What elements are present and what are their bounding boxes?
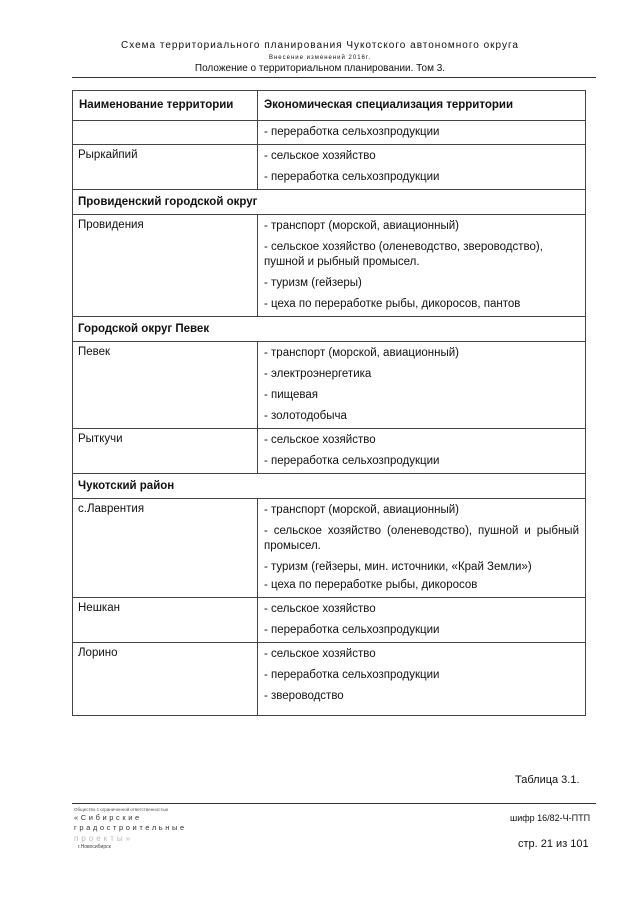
activity-item: - транспорт (морской, авиационный) — [264, 504, 460, 516]
table-row — [73, 145, 586, 190]
logo-line-2: градостроительные — [74, 823, 187, 832]
table-row — [73, 342, 586, 429]
territory-cell: Лорино — [73, 643, 258, 716]
activity-item: - сельское хозяйство (оленеводство, звероводство), пушной и рыбный промысел. — [264, 241, 543, 268]
table-row — [73, 643, 586, 716]
specialization-cell — [258, 342, 586, 429]
activity-item: - переработка сельхозпродукции — [264, 624, 440, 636]
table-row — [73, 598, 586, 643]
activity-item: - переработка сельхозпродукции — [264, 171, 440, 183]
activity-item: - сельское хозяйство — [264, 603, 376, 615]
activity-item: - сельское хозяйство — [264, 648, 376, 660]
specialization-cell — [258, 643, 586, 716]
logo-line-3: проекты» — [74, 834, 134, 843]
activity-item: - звероводство — [264, 690, 344, 702]
document-header-volume: Положение о территориальном планировании. Том 3. — [194, 63, 446, 74]
territory-cell — [73, 121, 258, 145]
activity-item: - золотодобыча — [264, 410, 347, 422]
specialization-table — [72, 90, 586, 716]
specialization-cell — [258, 121, 586, 145]
specialization-cell — [258, 499, 586, 598]
specialization-cell — [258, 429, 586, 474]
section-title: Чукотский район — [73, 474, 586, 499]
specialization-cell — [258, 145, 586, 190]
section-row — [73, 317, 586, 342]
document-header-title: Схема территориального планирования Чукотского автономного округа — [120, 40, 519, 51]
activity-item: - переработка сельхозпродукции — [264, 455, 440, 467]
footer-divider — [72, 803, 596, 804]
activity-item: - переработка сельхозпродукции — [264, 126, 440, 138]
section-title: Городской округ Певек — [73, 317, 586, 342]
activity-item: - сельское хозяйство — [264, 434, 376, 446]
column-header-territory: Наименование территории — [73, 91, 258, 121]
table-row — [73, 499, 586, 598]
logo-city: г.Новосибирск — [78, 844, 111, 850]
activity-item: - транспорт (морской, авиационный) — [264, 347, 460, 359]
territory-cell: Певек — [73, 342, 258, 429]
table-header-row — [73, 91, 586, 121]
header-divider — [72, 77, 596, 78]
section-row — [73, 474, 586, 499]
territory-cell: Провидения — [73, 215, 258, 317]
territory-cell: Рыркайпий — [73, 145, 258, 190]
activity-item: - цеха по переработке рыбы, дикоросов — [264, 579, 478, 591]
territory-cell: с.Лаврентия — [73, 499, 258, 598]
table-row — [73, 215, 586, 317]
table-row — [73, 429, 586, 474]
activity-item: - переработка сельхозпродукции — [264, 669, 440, 681]
table-row — [73, 121, 586, 145]
document-header-revision: Внесение изменений 2016г. — [268, 55, 372, 61]
activity-item: - сельское хозяйство (оленеводство), пушной и рыбный промысел. — [264, 525, 579, 552]
specialization-cell — [258, 598, 586, 643]
territory-cell: Рыткучи — [73, 429, 258, 474]
logo-line-1: «Сибирские — [74, 813, 142, 822]
page-number: стр. 21 из 101 — [518, 838, 589, 850]
specialization-cell — [258, 215, 586, 317]
activity-item: - туризм (гейзеры, мин. источники, «Край Земли») — [264, 561, 532, 573]
table-caption: Таблица 3.1. — [515, 774, 580, 786]
activity-item: - цеха по переработке рыбы, дикоросов, пантов — [264, 298, 521, 310]
document-code: шифр 16/82-Ч-ПТП — [510, 813, 591, 823]
activity-item: - сельское хозяйство — [264, 150, 376, 162]
activity-item: - электроэнергетика — [264, 368, 372, 380]
territory-cell: Нешкан — [73, 598, 258, 643]
logo-org-type: Общество с ограниченной ответственностью — [74, 807, 169, 812]
column-header-specialization: Экономическая специализация территории — [258, 91, 586, 121]
activity-item: - транспорт (морской, авиационный) — [264, 220, 460, 232]
activity-item: - пищевая — [264, 389, 319, 401]
company-logo — [74, 807, 194, 853]
section-title: Провиденский городской округ — [73, 190, 586, 215]
activity-item: - туризм (гейзеры) — [264, 277, 362, 289]
section-row — [73, 190, 586, 215]
